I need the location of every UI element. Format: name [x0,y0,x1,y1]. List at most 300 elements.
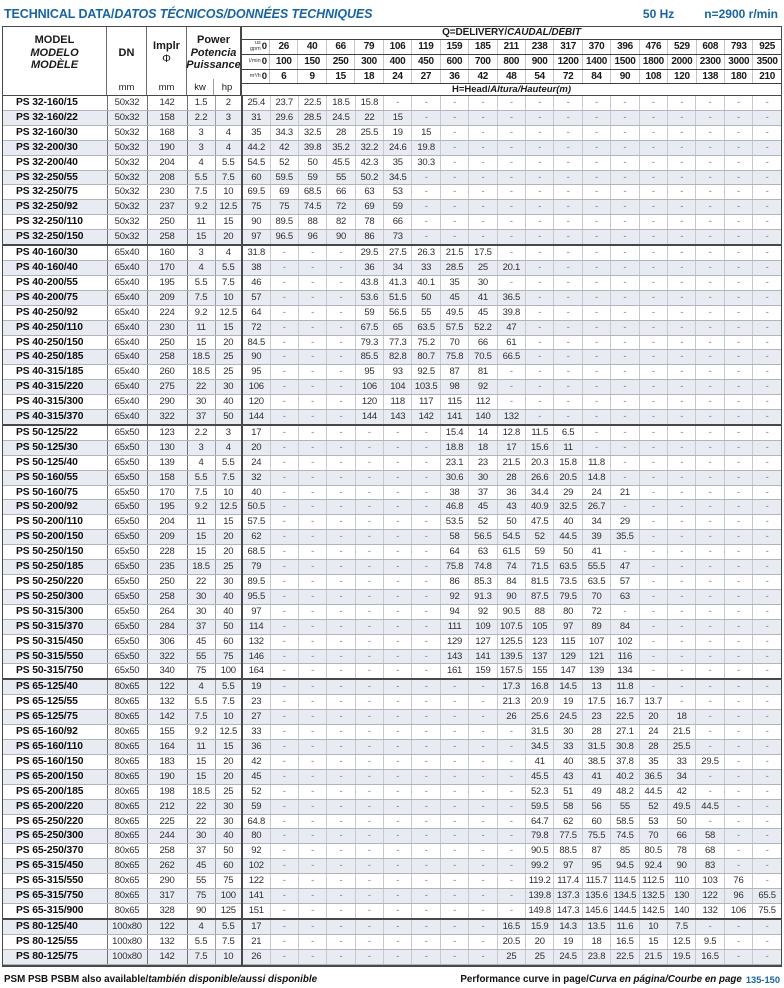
head-value-cell: 17.3 [497,679,525,694]
power-hp-cell: 12.5 [215,305,242,320]
head-value-cell: 23 [242,695,270,710]
head-value-cell: - [724,140,752,155]
head-value-cell: 122 [696,889,724,904]
head-value-cell: - [611,170,639,185]
head-value-cell: 97 [554,859,582,874]
head-value-cell: 58 [696,829,724,844]
head-value-cell: - [412,589,440,604]
power-hp-cell: 25 [215,784,242,799]
head-value-cell: - [412,170,440,185]
model-cell: PS 50-250/150 [3,545,107,560]
head-value-cell: - [696,470,724,485]
head-value-cell: 14.5 [554,679,582,694]
head-value-cell: 36 [497,485,525,500]
dn-cell: 50x32 [107,110,147,125]
head-value-cell: 73.5 [554,575,582,590]
page-title [4,7,372,21]
head-value-cell: - [724,305,752,320]
kw-unit-label: kw [187,79,214,95]
head-value-cell: - [497,903,525,918]
head-value-cell: - [298,814,326,829]
dn-cell: 65x40 [107,365,147,380]
head-value-cell: - [298,784,326,799]
dn-cell: 80x65 [107,769,147,784]
model-cell: PS 50-250/220 [3,575,107,590]
head-value-cell: 55 [327,170,355,185]
model-label-fr: MODÈLE [30,59,79,72]
head-value-cell: - [611,290,639,305]
head-value-cell: - [696,545,724,560]
head-value-cell: - [724,649,752,664]
head-value-cell: - [753,575,781,590]
power-hp-cell: 7.5 [215,470,242,485]
head-value-cell: - [667,604,695,619]
head-value-cell: - [582,185,610,200]
dn-cell: 65x50 [107,470,147,485]
dn-cell: 65x50 [107,575,147,590]
head-value-cell: - [526,230,554,245]
head-value-cell: - [327,859,355,874]
head-value-cell: 52.3 [526,784,554,799]
head-value-cell: - [497,859,525,874]
head-value-cell: - [667,485,695,500]
head-value-cell: 53 [639,814,667,829]
power-hp-cell: 4 [215,245,242,260]
dn-label: DN [118,46,135,59]
head-value-cell: - [582,260,610,275]
head-value-cell: 41 [526,754,554,769]
head-value-cell: 14.3 [554,919,582,934]
dn-cell: 50x32 [107,170,147,185]
head-value-cell: - [412,515,440,530]
head-value-cell: 42 [270,140,298,155]
page-title-italic: DATOS TÉCNICOS/DONNÉES TECHNIQUES [114,7,373,21]
head-value-cell: - [384,634,412,649]
model-cell: PS 65-200/220 [3,799,107,814]
head-value-cell: - [554,125,582,140]
head-value-cell: - [611,320,639,335]
head-value-cell: - [270,395,298,410]
head-value-cell: - [270,440,298,455]
dn-cell: 80x65 [107,814,147,829]
head-value-cell: 33 [554,739,582,754]
head-value-cell: - [526,410,554,425]
head-value-cell: 40.9 [526,500,554,515]
head-value-cell: - [298,515,326,530]
impeller-diameter-cell: 132 [147,934,187,949]
head-value-cell: 11.8 [582,455,610,470]
head-value-cell: - [554,320,582,335]
head-value-cell: - [753,754,781,769]
head-value-cell: - [412,425,440,440]
impeller-diameter-cell: 284 [147,619,187,634]
head-value-cell: - [412,560,440,575]
head-value-cell: - [753,934,781,949]
head-value-cell: - [412,634,440,649]
head-value-cell: 21 [242,934,270,949]
power-hp-cell: 7.5 [215,695,242,710]
head-value-cell: - [611,455,639,470]
head-value-cell: 94.5 [611,859,639,874]
pump-row [3,530,781,545]
power-hp-cell: 60 [215,859,242,874]
head-value-cell: 78 [667,844,695,859]
footer-left-italic: también disponible/aussi disponible [148,974,318,986]
head-value-cell: 34.3 [270,125,298,140]
head-value-cell: - [753,649,781,664]
power-kw-cell: 18.5 [187,560,215,575]
head-value-cell: - [469,215,497,230]
flow-value: 2000 [668,55,696,69]
head-value-cell: - [384,919,412,934]
head-value-cell: - [384,769,412,784]
model-cell: PS 50-315/370 [3,619,107,634]
head-value-cell: - [355,515,383,530]
head-value-cell: - [412,664,440,679]
head-value-cell: - [724,230,752,245]
head-value-cell: 29.6 [270,110,298,125]
head-value-cell: - [497,739,525,754]
power-kw-cell: 5.5 [187,695,215,710]
head-value-cell: - [582,170,610,185]
head-value-cell: - [469,799,497,814]
head-value-cell: 28 [497,470,525,485]
flow-zero-value: 0 [261,56,267,68]
head-value-cell: 83 [696,859,724,874]
power-kw-cell: 30 [187,395,215,410]
head-value-cell: 6.5 [554,425,582,440]
flow-value: 396 [611,40,639,54]
head-value-cell: 85 [611,844,639,859]
head-value-cell: - [639,575,667,590]
flow-value: 925 [759,41,776,53]
head-value-cell: - [753,769,781,784]
power-hp-cell: 3 [215,110,242,125]
dn-cell: 65x40 [107,245,147,260]
power-kw-cell: 7.5 [187,290,215,305]
head-value-cell: - [667,290,695,305]
head-value-cell: - [724,96,752,110]
head-value-cell: - [270,889,298,904]
impeller-diameter-cell: 209 [147,530,187,545]
dn-cell: 65x40 [107,380,147,395]
power-hp-cell: 100 [215,664,242,679]
head-value-cell: 140 [469,410,497,425]
head-value-cell: 22.5 [298,96,326,110]
head-value-cell: - [355,500,383,515]
pump-data-grid [3,96,781,965]
head-value-cell: - [384,949,412,964]
pump-row [3,215,781,230]
hp-unit-label: hp [221,81,233,93]
dn-cell: 50x32 [107,96,147,110]
head-value-cell: - [639,335,667,350]
head-value-cell: - [667,619,695,634]
model-cell: PS 32-160/30 [3,125,107,140]
head-value-cell: 30.6 [440,470,468,485]
head-value-cell: - [355,470,383,485]
head-value-cell: - [724,290,752,305]
pump-row [3,470,781,485]
model-cell: PS 80-125/40 [3,919,107,934]
head-value-cell: 34 [384,260,412,275]
head-value-cell: - [440,215,468,230]
head-value-cell: 42 [667,784,695,799]
head-value-cell: 18.5 [327,96,355,110]
power-kw-cell: 22 [187,799,215,814]
head-value-cell: - [582,290,610,305]
head-value-cell: 13.5 [582,919,610,934]
head-value-cell: - [270,739,298,754]
head-value-cell: - [696,230,724,245]
head-value-cell: - [327,260,355,275]
head-value-cell: - [497,754,525,769]
head-value-cell: 106 [242,380,270,395]
head-value-cell: - [384,814,412,829]
head-value-cell: - [696,784,724,799]
power-kw-cell: 7.5 [187,185,215,200]
head-value-cell: 26 [242,949,270,964]
head-value-cell: - [724,125,752,140]
dn-cell: 65x50 [107,485,147,500]
head-value-cell: 115 [554,634,582,649]
pump-row [3,380,781,395]
power-header-labels [187,27,240,79]
impeller-diameter-cell: 237 [147,200,187,215]
head-value-cell: - [355,440,383,455]
head-value-cell: - [639,545,667,560]
head-value-cell: - [384,844,412,859]
head-value-cell: - [270,410,298,425]
head-value-cell: - [582,410,610,425]
head-value-cell: - [412,96,440,110]
head-value-cell: - [639,679,667,694]
head-value-cell: - [440,155,468,170]
head-value-cell: - [469,200,497,215]
power-kw-cell: 5.5 [187,934,215,949]
head-value-cell: 74.5 [611,829,639,844]
head-value-cell: 23.1 [440,455,468,470]
head-value-cell: - [497,275,525,290]
head-value-cell: - [554,170,582,185]
pump-row [3,859,781,874]
head-value-cell: 14.8 [582,470,610,485]
head-value-cell: - [724,919,752,934]
head-value-cell: - [355,829,383,844]
head-value-cell: - [753,710,781,725]
head-value-cell: - [639,245,667,260]
head-value-cell: 30.8 [611,739,639,754]
head-value-cell: 75.5 [582,829,610,844]
head-value-cell: 38.5 [582,754,610,769]
head-value-cell: - [270,560,298,575]
footer-left-bold: PSM PSB PSBM also available/ [4,974,149,986]
model-cell: PS 65-160/150 [3,754,107,769]
head-value-cell: - [497,185,525,200]
head-value-cell: - [412,844,440,859]
head-value-cell: - [639,395,667,410]
head-value-cell: - [753,695,781,710]
model-cell: PS 32-250/110 [3,215,107,230]
power-kw-cell: 1.5 [187,96,215,110]
head-value-cell: 85.3 [469,575,497,590]
model-cell: PS 65-315/550 [3,874,107,889]
model-cell: PS 32-160/22 [3,110,107,125]
dn-cell: 65x50 [107,500,147,515]
head-value-cell: - [327,664,355,679]
head-value-cell: - [611,425,639,440]
head-value-cell: 19 [554,934,582,949]
pump-row [3,934,781,949]
head-value-cell: - [753,844,781,859]
impeller-diameter-cell: 142 [147,96,187,110]
model-cell: PS 50-125/40 [3,455,107,470]
head-value-cell: - [639,230,667,245]
head-value-cell: - [412,500,440,515]
dn-cell: 65x50 [107,530,147,545]
head-value-cell: - [611,440,639,455]
head-value-cell: 147.3 [554,903,582,918]
head-value-cell: 96 [724,889,752,904]
head-value-cell: - [667,649,695,664]
head-value-cell: 57 [611,575,639,590]
head-value-cell: - [440,814,468,829]
head-value-cell: - [582,320,610,335]
head-value-cell: - [696,320,724,335]
head-value-cell: - [327,949,355,964]
model-cell: PS 32-250/55 [3,170,107,185]
head-value-cell: 21.5 [667,725,695,740]
head-value-cell: - [696,515,724,530]
power-hp-cell: 30 [215,380,242,395]
head-value-cell: 24.5 [554,949,582,964]
head-value-cell: - [469,739,497,754]
head-value-cell: 135.6 [582,889,610,904]
head-value-cell: - [582,305,610,320]
head-value-cell: - [554,305,582,320]
head-value-cell: - [440,96,468,110]
power-hp-cell: 5.5 [215,679,242,694]
model-cell: PS 65-315/900 [3,903,107,918]
power-kw-cell: 5.5 [187,470,215,485]
power-hp-cell: 20 [215,769,242,784]
head-value-cell: 19.8 [412,140,440,155]
head-value-cell: - [355,545,383,560]
head-value-cell: - [469,934,497,949]
head-value-cell: 68 [696,844,724,859]
head-value-cell: - [753,425,781,440]
head-value-cell: 49.5 [440,305,468,320]
head-value-cell: - [440,859,468,874]
power-kw-cell: 7.5 [187,485,215,500]
power-hp-cell: 5.5 [215,155,242,170]
head-value-cell: - [298,589,326,604]
pump-row [3,440,781,455]
head-value-cell: - [412,545,440,560]
head-value-cell: 39.8 [497,305,525,320]
head-value-cell: 26.7 [582,500,610,515]
model-cell: PS 65-200/150 [3,769,107,784]
head-value-cell: 53.5 [440,515,468,530]
head-value-cell: - [611,500,639,515]
head-value-cell: - [440,110,468,125]
head-value-cell: - [270,290,298,305]
head-value-cell: - [753,739,781,754]
head-value-cell: 77.3 [384,335,412,350]
model-cell: PS 50-125/30 [3,440,107,455]
pump-row [3,844,781,859]
head-value-cell: - [270,530,298,545]
head-value-cell: - [327,530,355,545]
head-value-cell: 18 [469,440,497,455]
head-value-cell: 98 [440,380,468,395]
head-value-cell: 15.6 [526,440,554,455]
impeller-diameter-cell: 123 [147,425,187,440]
head-value-cell: 132 [242,634,270,649]
head-value-cell: 81 [469,365,497,380]
head-value-cell: 28 [327,125,355,140]
head-value-cell: - [270,799,298,814]
head-value-cell: - [412,530,440,545]
head-value-cell: - [667,545,695,560]
power-hp-cell: 7.5 [215,170,242,185]
head-value-cell: - [355,695,383,710]
head-value-cell: 59 [526,545,554,560]
head-value-cell: 47 [611,560,639,575]
pump-row [3,110,781,125]
power-kw-cell: 2.2 [187,425,215,440]
power-kw-cell: 2.2 [187,110,215,125]
head-value-cell: - [639,425,667,440]
head-value-cell: - [639,485,667,500]
head-value-cell: 35 [242,125,270,140]
head-value-cell: 87.5 [526,589,554,604]
head-value-cell: 91.3 [469,589,497,604]
head-value-cell: - [554,260,582,275]
head-value-cell: - [667,380,695,395]
head-value-cell: - [327,784,355,799]
head-value-cell: - [582,200,610,215]
impeller-diameter-cell: 195 [147,275,187,290]
head-value-cell: - [384,889,412,904]
impeller-diameter-cell: 258 [147,844,187,859]
head-value-cell: 92 [469,380,497,395]
head-value-cell: 26 [497,710,525,725]
head-value-cell: - [724,320,752,335]
dn-cell: 50x32 [107,140,147,155]
head-value-cell: - [270,874,298,889]
head-value-cell: - [696,530,724,545]
head-value-cell: 80.5 [639,844,667,859]
head-value-cell: 89 [582,619,610,634]
model-cell: PS 65-160/92 [3,725,107,740]
head-value-cell: 68.5 [298,185,326,200]
head-value-cell: - [412,889,440,904]
head-value-cell: - [327,410,355,425]
head-value-cell: - [440,140,468,155]
head-value-cell: - [384,649,412,664]
head-value-cell: - [526,305,554,320]
head-value-cell: - [298,664,326,679]
head-value-cell: - [355,874,383,889]
head-value-cell: - [355,455,383,470]
head-value-cell: 141 [469,649,497,664]
head-value-cell: - [526,365,554,380]
flow-value: 1500 [611,55,639,69]
pump-row [3,125,781,140]
head-value-cell: - [355,530,383,545]
head-value-cell: - [639,634,667,649]
